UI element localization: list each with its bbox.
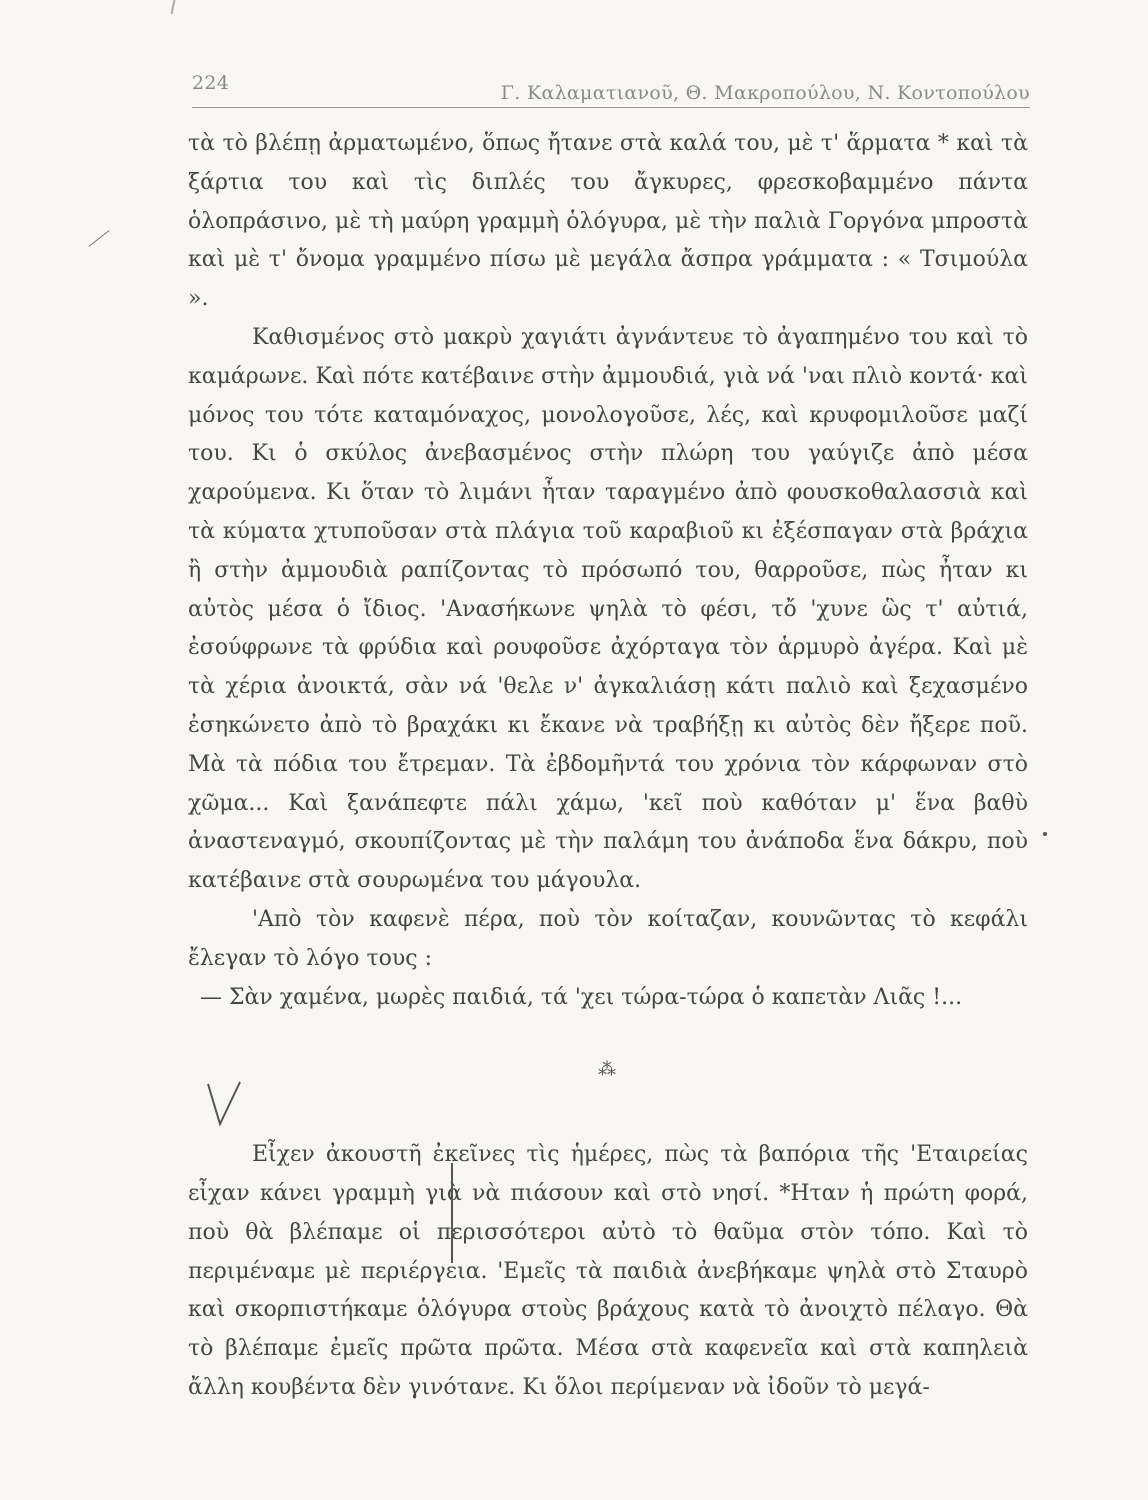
page-header [192, 68, 1030, 108]
header-rule [192, 107, 1030, 108]
margin-dot [1043, 832, 1047, 836]
paragraph: 'Απὸ τὸν καφενὲ πέρα, ποὺ τὸν κοίταζαν, κουνῶντας τὸ κεφάλι ἔλεγαν τὸ λόγο τους : [188, 906, 1028, 971]
body-text [188, 125, 1028, 1408]
paragraph: τὰ τὸ βλέπῃ ἀρματωμένο, ὅπως ἤτανε στὰ καλά του, μὲ τ' ἅρματα * καὶ τὰ ξάρτια του καὶ τὶς διπλές του ἄγκυρες, φρεσκοβαμμένο πάντα ὁλοπράσινο, μὲ τὴ μαύρη γραμμὴ ὁλόγυρα, μὲ τὴν παλιὰ Γοργόνα μπροστὰ καὶ μὲ τ' ὄνομα γραμμένο πίσω μὲ μεγάλα ἄσπρα γράμματα : « Τσιμούλα ». [188, 131, 1028, 312]
margin-mark [171, 0, 176, 14]
page-number: 224 [192, 72, 230, 94]
section-separator: ⁂ [598, 1059, 618, 1081]
paragraph: Καθισμένος στὸ μακρὺ χαγιάτι ἀγνάντευε τὸ ἀγαπημένο του καὶ τὸ καμάρωνε. Καὶ πότε κατέβαινε στὴν ἀμμουδιά, γιὰ νά 'ναι πλιὸ κοντά· καὶ μόνος του τότε καταμόναχος, μονολογοῦσε, λές, καὶ κρυφομιλοῦσε μαζί του. Κι ὁ σκύλος ἀνεβασμένος στὴν πλώρη του γαύγιζε ἀπὸ μέσα χαρούμενα. Κι ὅταν τὸ λιμάνι ἦταν ταραγμένο ἀπὸ φουσκοθαλασσιὰ καὶ τὰ κύματα χτυποῦσαν στὰ πλάγια τοῦ καραβιοῦ κι ἐξέσπαγαν στὰ βράχια ἢ στὴν ἀμμουδιὰ ραπίζοντας τὸ πρόσωπό του, θαρροῦσε, πὼς ἦταν κι αὐτὸς μέσα ὁ ἴδιος. 'Ανασήκωνε ψηλὰ τὸ φέσι, τὄ 'χυνε ὣς τ' αὐτιά, ἐσούφρωνε τὰ φρύδια καὶ ρουφοῦσε ἀχόρταγα τὸν ἁρμυρὸ ἀγέρα. Καὶ μὲ τὰ χέρια ἀνοικτά, σὰν νά 'θελε ν' ἀγκαλιάσῃ κάτι παλιὸ καὶ ξεχασμένο ἐσηκώνετο ἀπὸ τὸ βραχάκι κι ἔκανε νὰ τραβήξῃ κι αὐτὸς δὲν ἤξερε ποῦ. Μὰ τὰ πόδια του ἔτρεμαν. Τὰ ἐβδομῆντά του χρόνια τὸν κάρφωναν στὸ χῶμα... Καὶ ξανάπεφτε πάλι χάμω, 'κεῖ ποὺ καθόταν μ' ἕνα βαθὺ ἀναστεναγμό, σκουπίζοντας μὲ τὴν παλάμη του ἀνάποδα ἕνα δάκρυ, ποὺ κατέβαινε στὰ σουρωμένα του μάγουλα. [188, 324, 1028, 894]
pencil-mark [204, 1080, 244, 1130]
margin-mark [88, 230, 109, 247]
paragraph: Εἶχεν ἀκουστῆ ἐκεῖνες τὶς ἡμέρες, πὼς τὰ βαπόρια τῆς 'Εταιρείας εἶχαν κάνει γραμμὴ γιὰ νὰ πιάσουν καὶ στὸ νησί. *Ηταν ἡ πρώτη φορά, ποὺ θὰ βλέπαμε οἱ περισσότεροι αὐτὸ τὸ θαῦμα στὸν τόπο. Καὶ τὸ περιμέναμε μὲ περιέργεια. 'Εμεῖς τὰ παιδιὰ ἀνεβήκαμε ψηλὰ στὸ Σταυρὸ καὶ σκορπιστήκαμε ὁλόγυρα στοὺς βράχους κατὰ τὸ ἀνοιχτὸ πέλαγο. Θὰ τὸ βλέπαμε ἐμεῖς πρῶτα πρῶτα. Μέσα στὰ καφενεῖα καὶ στὰ καπηλειὰ ἄλλη κουβέντα δὲν γινότανε. Κι ὅλοι περίμεναν νὰ ἰδοῦν τὸ μεγά- [188, 1142, 1028, 1400]
pencil-line [451, 1163, 453, 1263]
dialogue-line: — Σὰν χαμένα, μωρὲς παιδιά, τά 'χει τώρα-τώρα ὁ καπετὰν Λιᾶς !... [200, 984, 963, 1010]
running-head: Γ. Καλαματιανοῦ, Θ. Μακροπούλου, Ν. Κοντοπούλου [500, 82, 1030, 104]
